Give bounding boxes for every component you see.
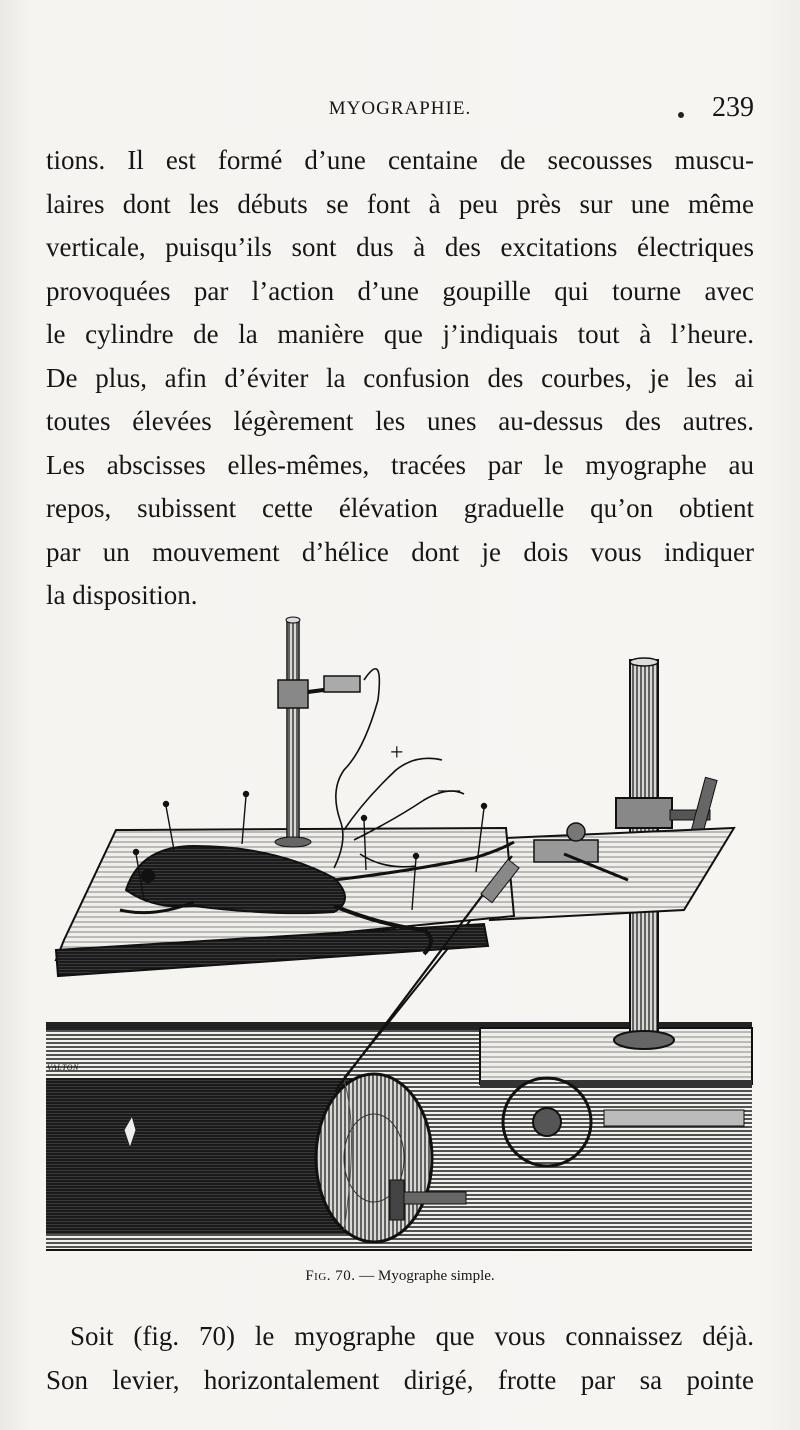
text-line: Soit (fig. 70) le myographe que vous connaissez déjà. (70, 1321, 754, 1351)
caption-figure-label: Fig. 70. (305, 1268, 356, 1284)
paragraph-1 (46, 139, 754, 618)
text-line: la disposition. (46, 580, 198, 610)
page-number: 239 (712, 92, 754, 123)
figure-caption (0, 1268, 800, 1285)
head-dot (678, 112, 684, 118)
running-title: MYOGRAPHIE. (328, 98, 472, 119)
text-line: Les abscisses elles-mêmes, tracées par le myographe au (46, 449, 754, 480)
recording-cylinder (46, 1074, 466, 1242)
text-line: Son levier, horizontalement dirigé, frotte par sa pointe (46, 1364, 754, 1395)
text-line: provoquées par l’action d’une goupille qui tourne avec (46, 275, 754, 306)
text-line: verticale, puisqu’ils sont dus à des excitations électriques (46, 232, 754, 262)
caption-text: — Myographe simple. (359, 1268, 495, 1284)
text-line: par un mouvement d’hélice dont je dois vous indiquer (46, 536, 754, 567)
text-line: repos, subissent cette élévation graduelle qu’on obtient (46, 493, 754, 523)
myograph-engraving (44, 610, 756, 1260)
text-line: tions. Il est formé d’une centaine de secousses muscu- (46, 145, 754, 175)
text-line: toutes élevées légèrement les unes au-dessus des autres. (46, 406, 754, 436)
running-head (0, 92, 800, 128)
figure-70-illustration (44, 610, 756, 1260)
minus-terminal-label: — (438, 776, 460, 801)
electrode-stand (275, 617, 360, 847)
text-line: laires dont les débuts se font à peu près sur une même (46, 188, 754, 219)
paragraph-2 (46, 1315, 754, 1402)
plus-terminal-label: + (390, 740, 404, 766)
text-line: De plus, afin d’éviter la confusion des courbes, je les ai (46, 362, 754, 393)
text-line: le cylindre de la manière que j’indiquais tout à l’heure. (46, 319, 754, 349)
engraver-signature: VALTON (47, 1063, 79, 1072)
